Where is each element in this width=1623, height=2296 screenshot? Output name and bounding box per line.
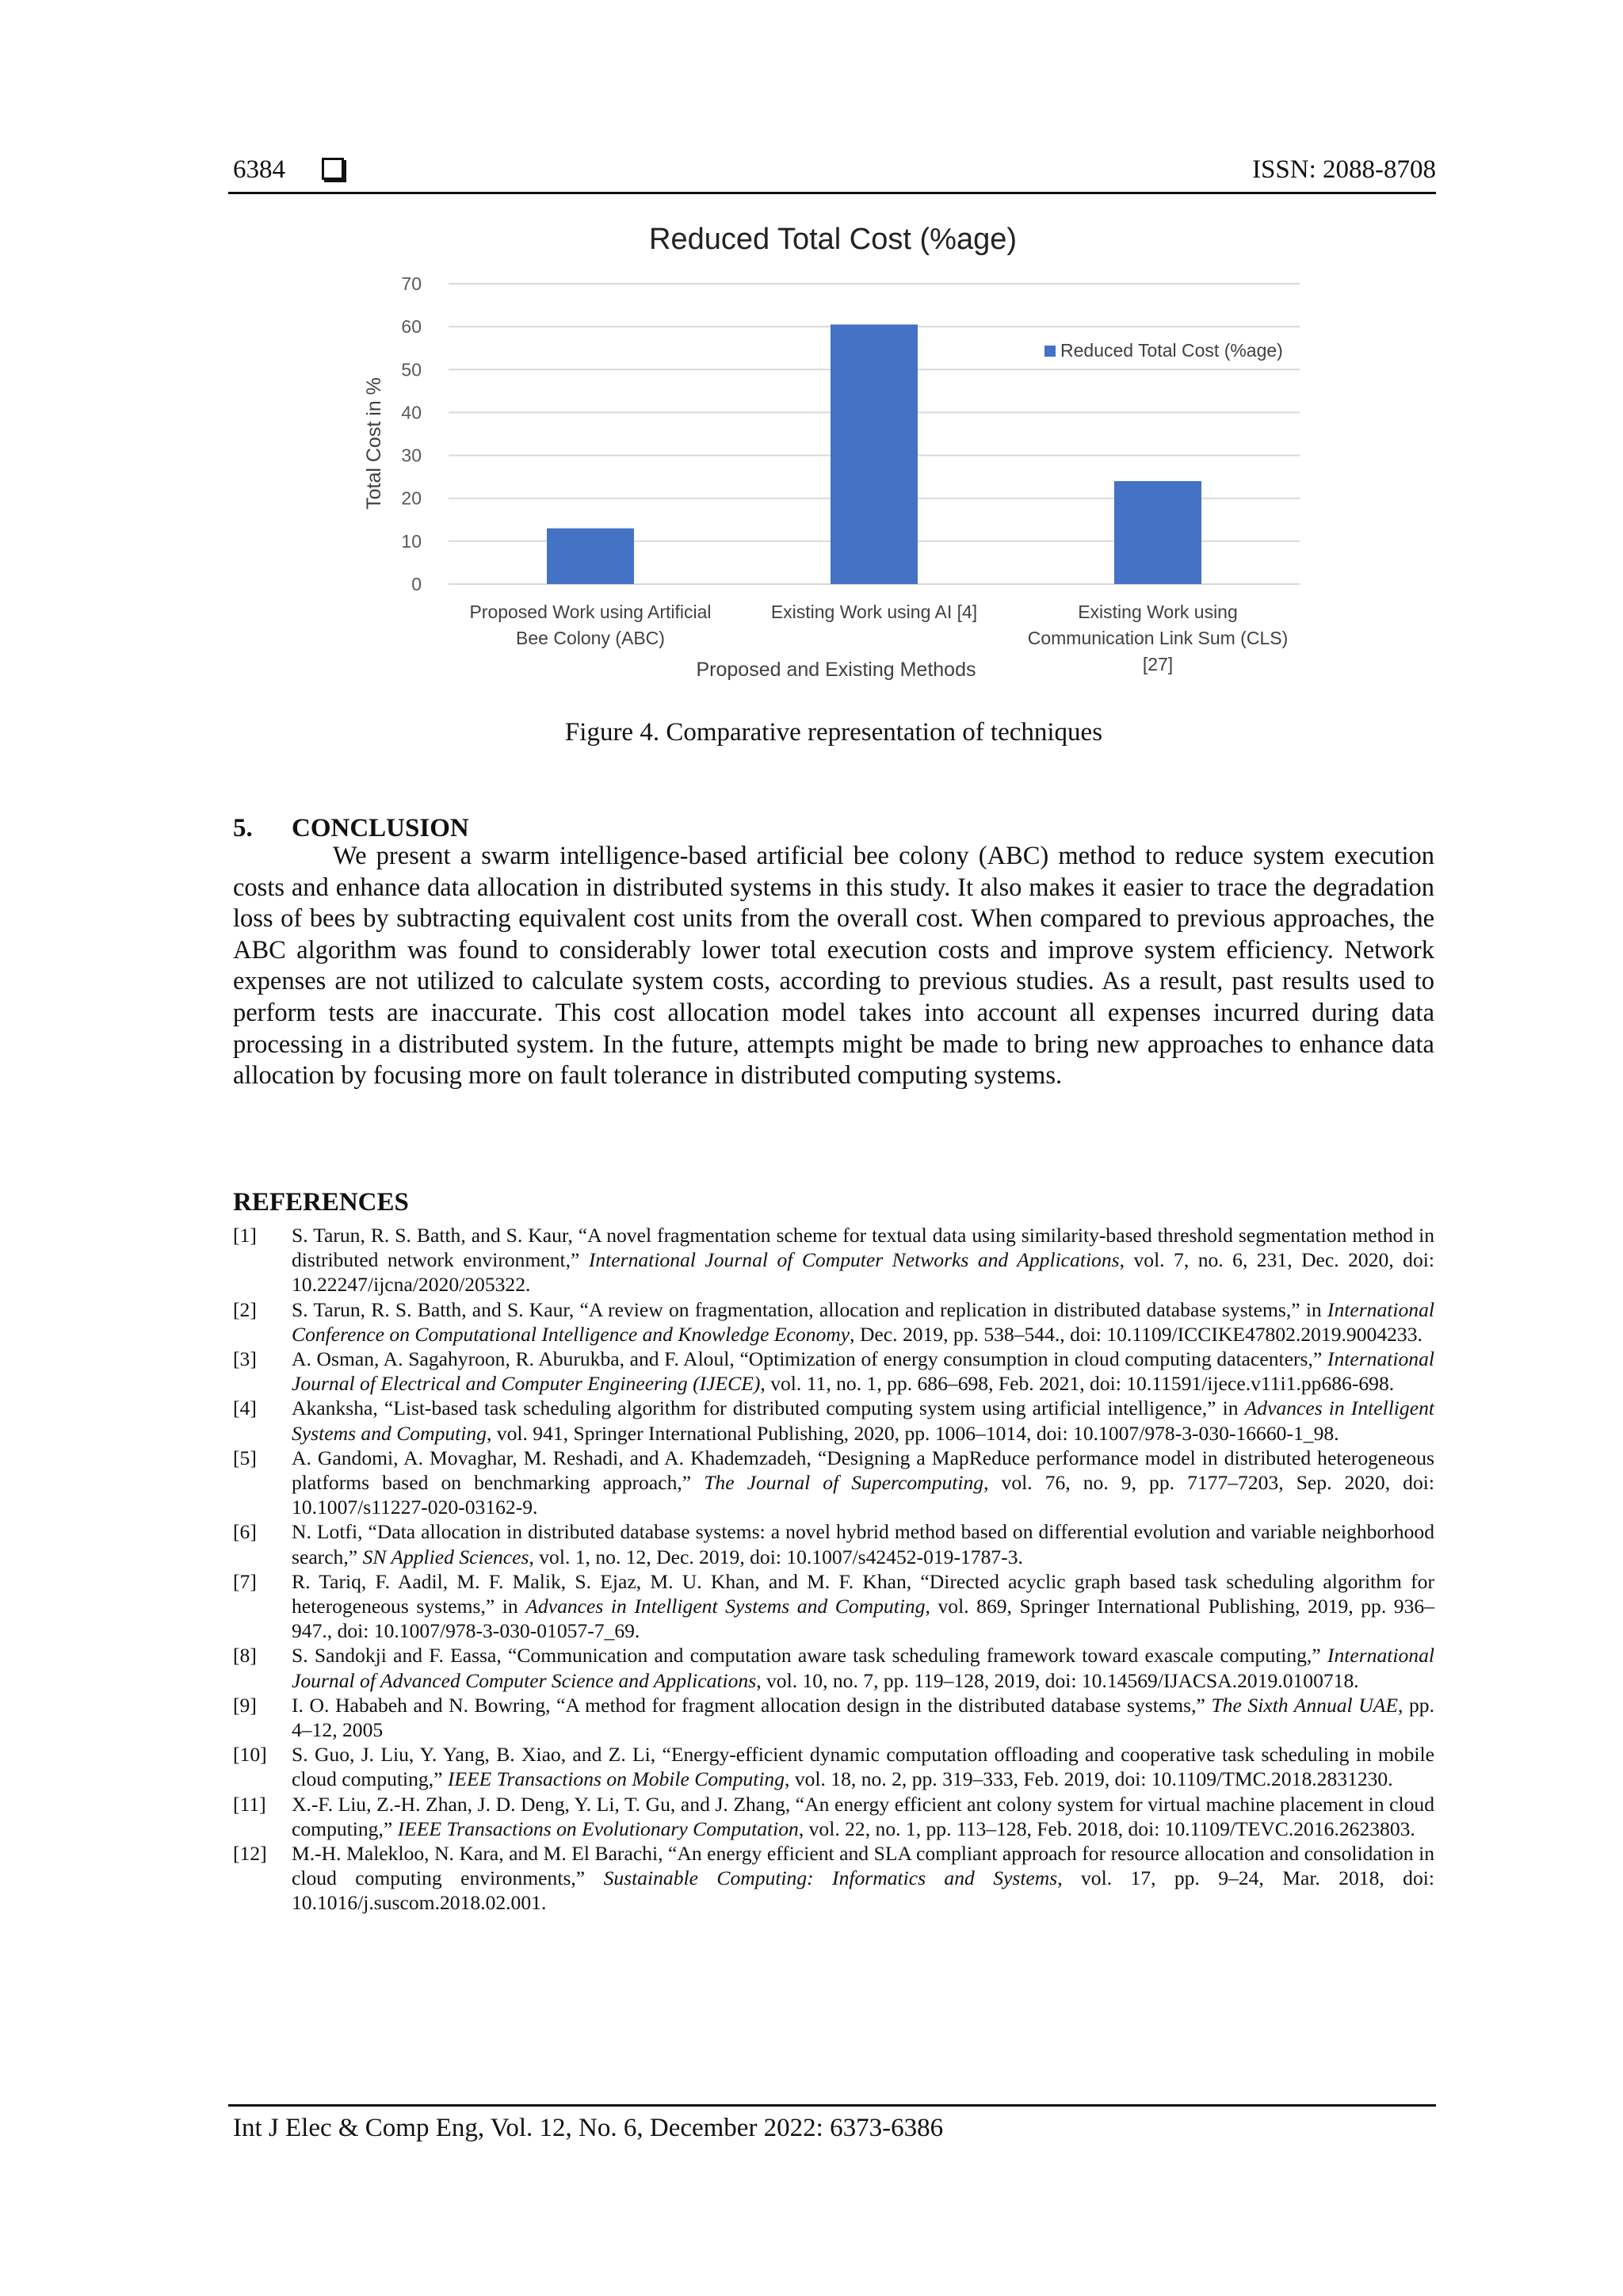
reference-details: , vol. 941, Springer International Publishing, 2020, pp. 1006–1014, doi: 10.1007/978-3-030-16660-1_98. <box>486 1421 1339 1445</box>
reference-venue: Advances in Intelligent Systems and Computing <box>525 1595 926 1618</box>
reference-text <box>292 1446 1434 1520</box>
reference-text <box>292 1841 1434 1916</box>
reference-item <box>233 1223 1434 1297</box>
x-tick-label: Proposed Work using Artificial <box>469 602 712 622</box>
reference-number: [3] <box>233 1347 257 1371</box>
reference-item <box>233 1693 1434 1742</box>
reference-details: , vol. 11, no. 1, pp. 686–698, Feb. 2021, doi: 10.11591/ijece.v11i1.pp686-698. <box>760 1372 1395 1396</box>
reference-venue: The Journal of Supercomputing <box>704 1471 984 1495</box>
footer-rule <box>228 2104 1436 2107</box>
y-tick-label: 50 <box>401 359 422 380</box>
reference-number: [5] <box>233 1446 257 1469</box>
y-tick-label: 70 <box>401 273 422 294</box>
page-number: 6384 <box>233 155 344 185</box>
reference-venue: IEEE Transactions on Mobile Computing <box>447 1767 785 1791</box>
reference-number: [7] <box>233 1569 257 1593</box>
reference-item <box>233 1347 1434 1396</box>
section-heading <box>233 814 469 843</box>
reference-text <box>292 1347 1434 1396</box>
reference-item <box>233 1841 1434 1916</box>
reference-text <box>292 1569 1434 1644</box>
reference-authors-title: A. Osman, A. Sagahyroon, R. Aburukba, and F. Aloul, “Optimization of energy consumption in cloud computing datacenters,” <box>292 1347 1327 1371</box>
reference-details: , vol. 76, no. 9, pp. 7177–7203, Sep. 2020, doi: 10.1007/s11227-020-03162-9. <box>292 1471 1434 1519</box>
reference-venue: International Journal of Advanced Computer Science and Applications <box>292 1644 1434 1692</box>
x-tick-label: Existing Work using <box>1078 602 1238 622</box>
reference-number: [9] <box>233 1693 257 1717</box>
bar <box>547 529 634 584</box>
reference-item <box>233 1792 1434 1841</box>
y-tick-label: 10 <box>401 530 422 552</box>
reference-authors-title: X.-F. Liu, Z.-H. Zhan, J. D. Deng, Y. Li, T. Gu, and J. Zhang, “An energy efficient ant colony system for virtual machine placement in cloud computing,” <box>292 1792 1434 1840</box>
reference-number: [11] <box>233 1792 266 1816</box>
reference-authors-title: M.-H. Malekloo, N. Kara, and M. El Barachi, “An energy efficient and SLA compliant approach for resource allocation and consolidation in cloud computing environments,” <box>292 1842 1434 1890</box>
reference-number: [8] <box>233 1644 257 1668</box>
reference-venue: Sustainable Computing: Informatics and Systems <box>603 1866 1058 1890</box>
reference-details: , vol. 10, no. 7, pp. 119–128, 2019, doi: 10.14569/IJACSA.2019.0100718. <box>756 1668 1359 1692</box>
reference-text <box>292 1693 1434 1742</box>
square-bullet-icon <box>322 158 344 180</box>
reference-number: [1] <box>233 1224 257 1247</box>
bar <box>831 324 918 584</box>
x-tick-label: Existing Work using AI [4] <box>770 602 978 622</box>
reference-venue: International Journal of Electrical and Computer Engineering (IJECE) <box>292 1347 1434 1396</box>
reference-details: , vol. 18, no. 2, pp. 319–333, Feb. 2019, doi: 10.1109/TMC.2018.2831230. <box>785 1767 1393 1791</box>
reference-item <box>233 1446 1434 1520</box>
reference-item <box>233 1396 1434 1445</box>
reference-authors-title: S. Guo, J. Liu, Y. Yang, B. Xiao, and Z. Li, “Energy-efficient dynamic computation offloading and cooperative task scheduling in mobile cloud computing,” <box>292 1743 1434 1791</box>
y-tick-label: 30 <box>401 445 422 466</box>
reference-details: , vol. 869, Springer International Publishing, 2019, pp. 936–947., doi: 10.1007/978-3-030-01057-7_69. <box>292 1595 1434 1643</box>
x-tick-label: Bee Colony (ABC) <box>516 628 665 648</box>
reference-item <box>233 1297 1434 1347</box>
reference-text <box>292 1643 1434 1692</box>
reference-details: , vol. 1, no. 12, Dec. 2019, doi: 10.1007/s42452-019-1787-3. <box>529 1545 1023 1568</box>
reference-number: [6] <box>233 1520 257 1544</box>
reference-text <box>292 1792 1434 1841</box>
reference-text <box>292 1396 1434 1445</box>
reference-authors-title: N. Lotfi, “Data allocation in distributed database systems: a novel hybrid method based on differential evolution and variable neighborhood search,” <box>292 1520 1434 1568</box>
reference-authors-title: S. Tarun, R. S. Batth, and S. Kaur, “A novel fragmentation scheme for textual data using similarity-based threshold segmentation method in distributed network environment,” <box>292 1224 1434 1272</box>
reference-authors-title: S. Sandokji and F. Eassa, “Communication and computation aware task scheduling framework toward exascale computing,” <box>292 1644 1327 1668</box>
section-number: 5. <box>233 814 253 842</box>
reference-number: [2] <box>233 1297 257 1321</box>
legend-swatch <box>1044 346 1056 357</box>
y-tick-label: 60 <box>401 316 422 338</box>
figure-caption: Figure 4. Comparative representation of techniques <box>564 718 1103 747</box>
reference-venue: IEEE Transactions on Evolutionary Computation <box>397 1817 799 1840</box>
reference-venue: SN Applied Sciences <box>362 1545 529 1568</box>
y-tick-label: 0 <box>411 574 422 594</box>
y-tick-label: 20 <box>401 487 422 509</box>
footer-citation: Int J Elec & Comp Eng, Vol. 12, No. 6, December 2022: 6373-6386 <box>233 2114 944 2142</box>
x-axis-label: Proposed and Existing Methods <box>696 659 976 681</box>
reference-venue: The Sixth Annual UAE <box>1211 1693 1399 1717</box>
y-axis-label: Total Cost in % <box>363 377 385 510</box>
bar-chart <box>349 212 1331 704</box>
reference-number: [10] <box>233 1743 267 1767</box>
reference-venue: Advances in Intelligent Systems and Computing <box>292 1396 1434 1445</box>
legend-label: Reduced Total Cost (%age) <box>1060 340 1283 361</box>
bar <box>1114 481 1201 584</box>
reference-details: , pp. 4–12, 2005 <box>292 1693 1435 1742</box>
issn: ISSN: 2088-8708 <box>1252 155 1436 184</box>
reference-authors-title: S. Tarun, R. S. Batth, and S. Kaur, “A review on fragmentation, allocation and replication in distributed database systems,” in <box>292 1297 1327 1321</box>
reference-authors-title: A. Gandomi, A. Movaghar, M. Reshadi, and A. Khademzadeh, “Designing a MapReduce performance model in distributed heterogeneous platforms based on benchmarking approach,” <box>292 1446 1434 1495</box>
reference-venue: International Journal of Computer Networks and Applications <box>588 1248 1120 1272</box>
reference-number: [4] <box>233 1396 257 1420</box>
reference-authors-title: I. O. Hababeh and N. Bowring, “A method for fragment allocation design in the distributed database systems,” <box>292 1693 1212 1717</box>
reference-text <box>292 1223 1434 1297</box>
reference-text <box>292 1297 1434 1347</box>
reference-authors-title: R. Tariq, F. Aadil, M. F. Malik, S. Ejaz, M. U. Khan, and M. F. Khan, “Directed acyclic graph based task scheduling algorithm for heterogeneous systems,” in <box>292 1569 1434 1618</box>
reference-item <box>233 1519 1434 1568</box>
reference-details: , vol. 17, pp. 9–24, Mar. 2018, doi: 10.1016/j.suscom.2018.02.001. <box>292 1866 1434 1915</box>
chart-title: Reduced Total Cost (%age) <box>649 223 1017 256</box>
reference-text <box>292 1742 1434 1791</box>
section-title: CONCLUSION <box>292 814 469 842</box>
conclusion-paragraph: We present a swarm intelligence-based artificial bee colony (ABC) method to reduce system execution costs and enhance data allocation in distributed systems in this study. It also makes it easier to trace the degradation loss of bees by subtracting equivalent cost units from the overall cost. When compared to previous approaches, the ABC algorithm was found to considerably lower total execution costs and improve system efficiency. Network expenses are not utilized to calculate system costs, according to previous studies. As a result, past results used to perform tests are inaccurate. This cost allocation model takes into account all expenses incurred during data processing in a distributed system. In the future, attempts might be made to bring new approaches to enhance data allocation by focusing more on fault tolerance in distributed computing systems. <box>233 842 1434 1091</box>
reference-authors-title: Akanksha, “List-based task scheduling algorithm for distributed computing system using artificial intelligence,” in <box>292 1396 1245 1420</box>
reference-details: , Dec. 2019, pp. 538–544., doi: 10.1109/ICCIKE47802.2019.9004233. <box>850 1322 1423 1346</box>
reference-item <box>233 1742 1434 1791</box>
reference-number: [12] <box>233 1842 267 1866</box>
references-heading: REFERENCES <box>233 1188 409 1217</box>
reference-details: , vol. 22, no. 1, pp. 113–128, Feb. 2018, doi: 10.1109/TEVC.2016.2623803. <box>798 1817 1415 1840</box>
header-rule <box>228 192 1436 194</box>
x-tick-label: Communication Link Sum (CLS) <box>1027 628 1289 648</box>
x-tick-label: [27] <box>1142 654 1174 674</box>
reference-text <box>292 1519 1434 1568</box>
reference-list <box>233 1223 1434 1916</box>
reference-item <box>233 1569 1434 1644</box>
y-tick-label: 40 <box>401 402 422 423</box>
reference-venue: International Conference on Computational Intelligence and Knowledge Economy <box>292 1297 1434 1346</box>
reference-details: , vol. 7, no. 6, 231, Dec. 2020, doi: 10.22247/ijcna/2020/205322. <box>292 1248 1434 1297</box>
reference-item <box>233 1643 1434 1692</box>
